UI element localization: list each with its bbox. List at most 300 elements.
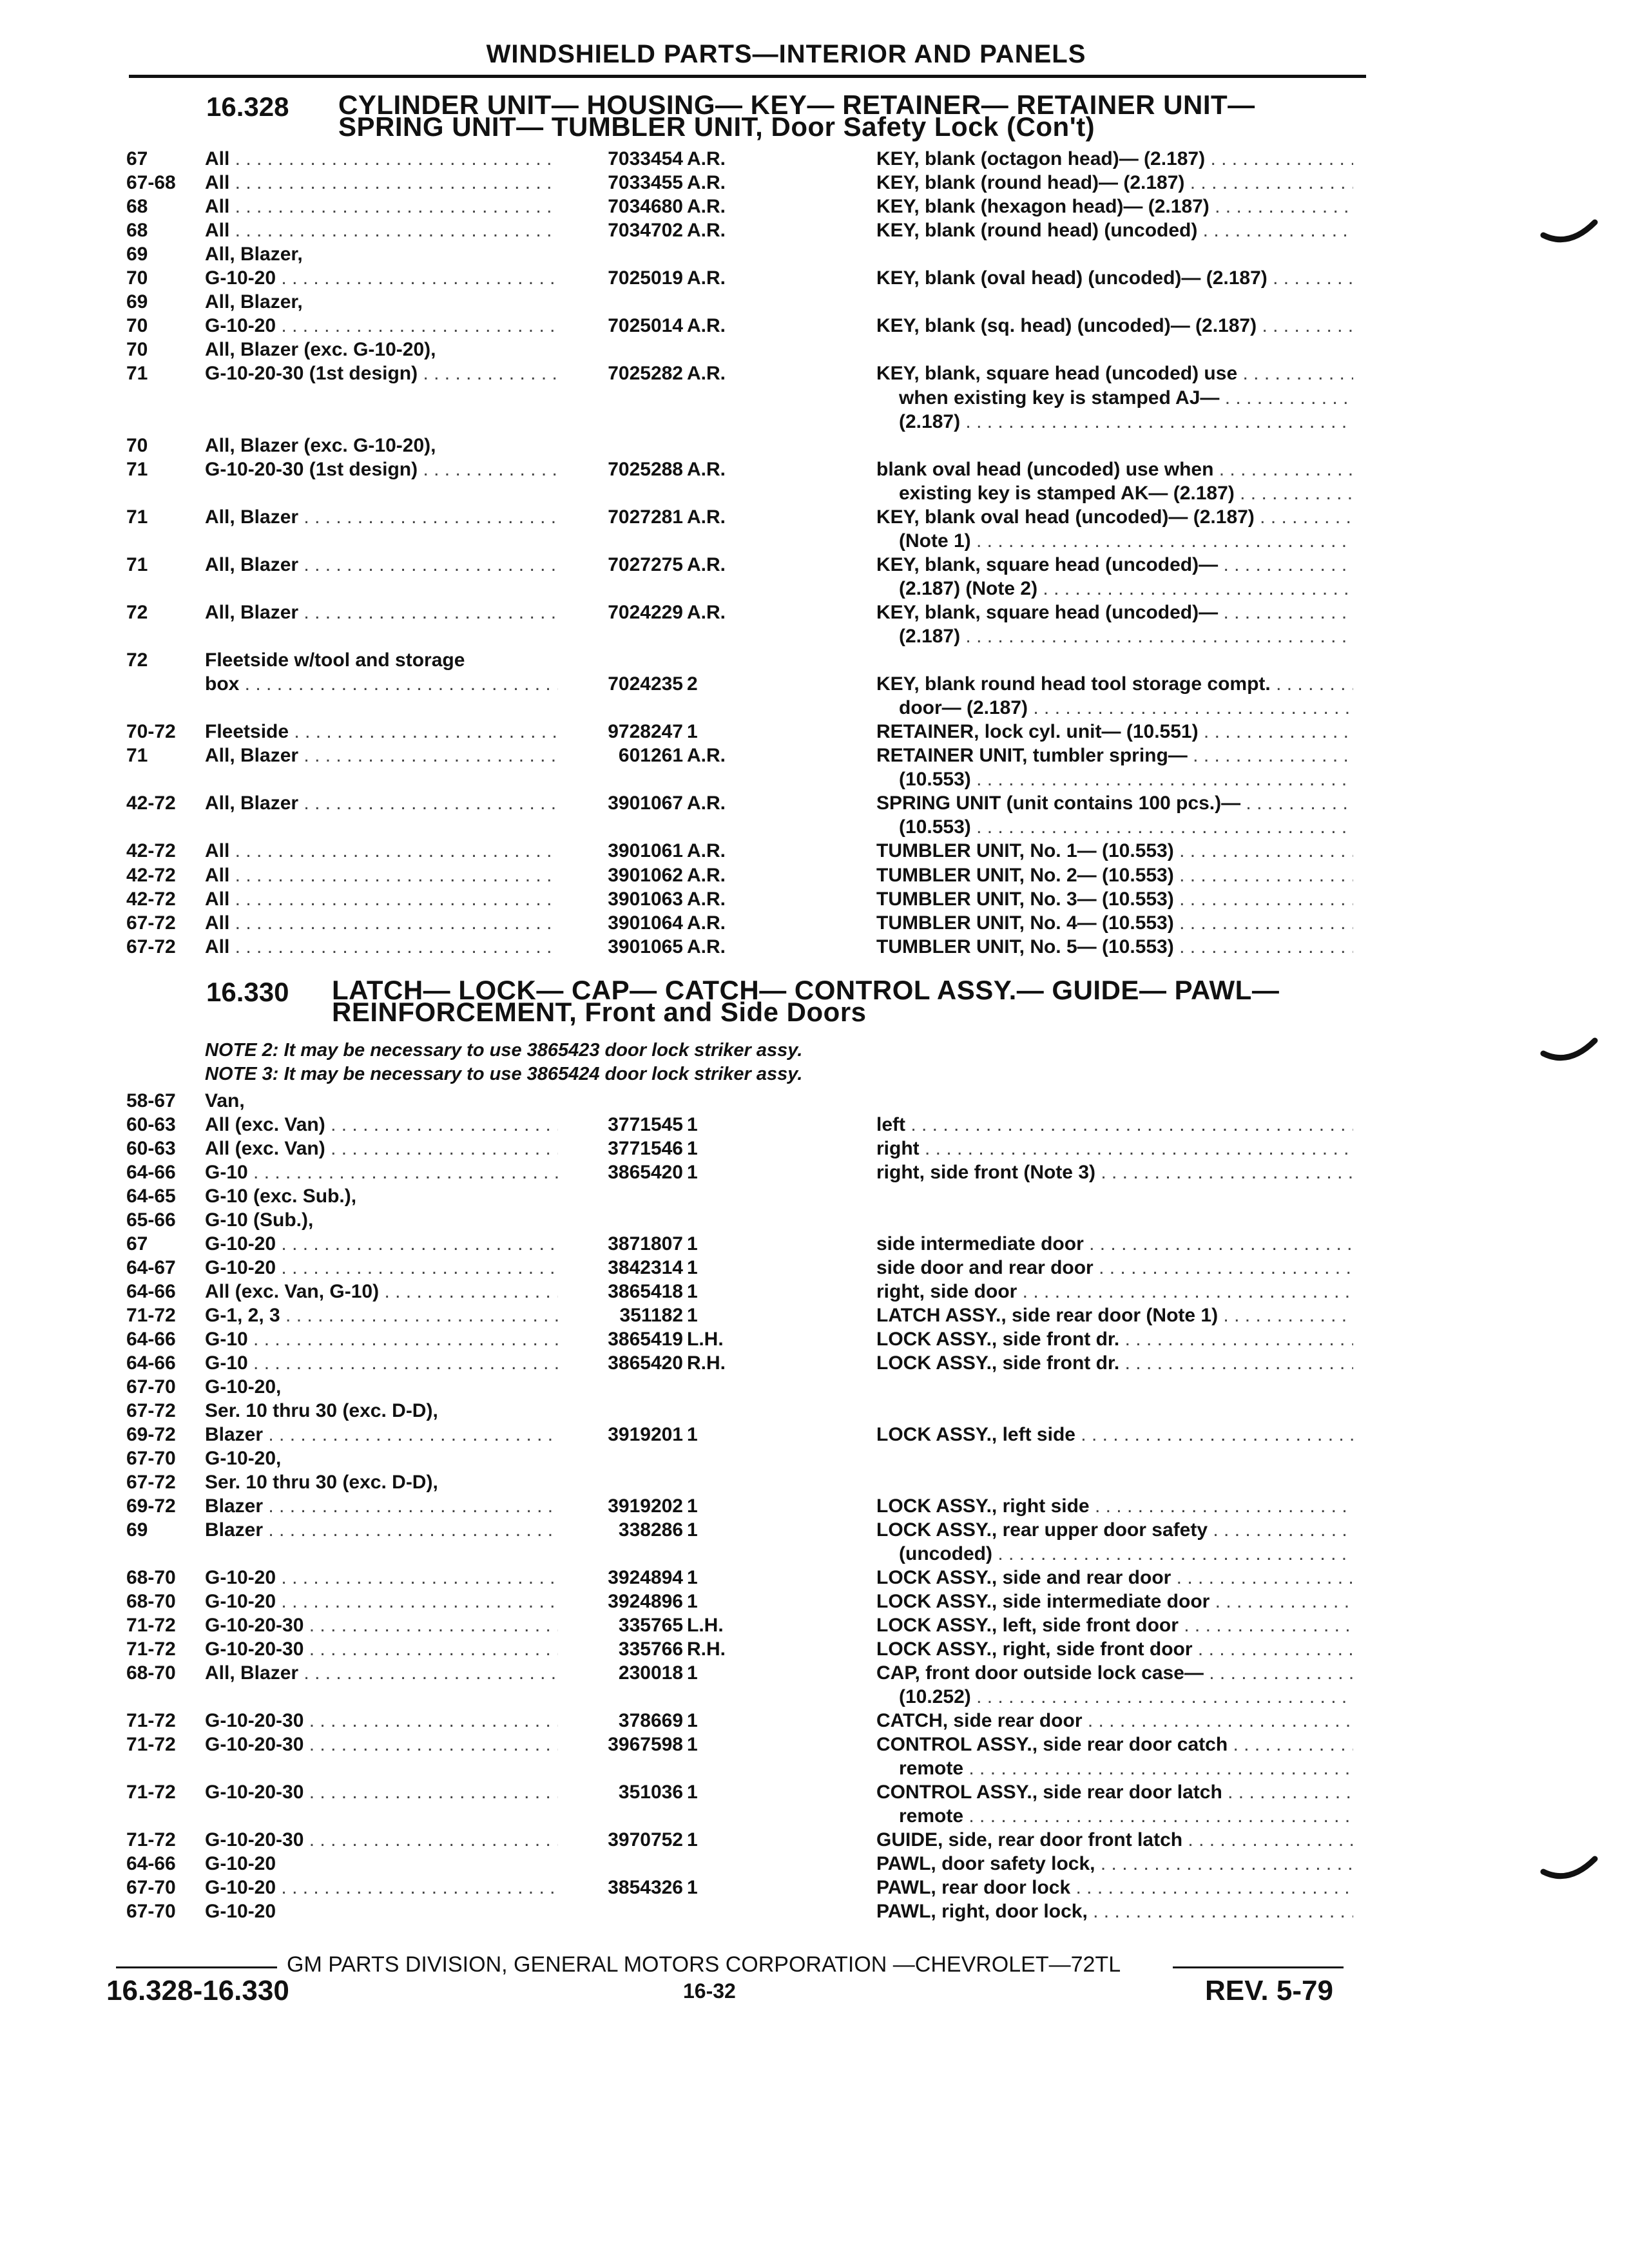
model-year: 71-72 xyxy=(126,1829,176,1850)
footer-section-range: 16.328-16.330 xyxy=(106,1975,289,2006)
model-year: 64-67 xyxy=(126,1257,176,1278)
table-row xyxy=(0,434,1629,457)
part-number: 3771546 xyxy=(608,1138,683,1159)
model-year: 71 xyxy=(126,458,148,480)
model-name: G-10-20-30 . . . xyxy=(205,1780,558,1804)
part-description: KEY, blank, square head (uncoded) use . . . xyxy=(876,361,1353,385)
table-row xyxy=(0,361,1629,385)
quantity: A.R. xyxy=(687,458,726,480)
model-name: All, Blazer (exc. G-10-20), xyxy=(205,339,436,361)
part-number: 351036 xyxy=(618,1782,683,1803)
part-description: remote . . . xyxy=(899,1804,1353,1828)
table-row xyxy=(0,195,1629,218)
part-number: 335766 xyxy=(618,1639,683,1660)
part-number: 3924894 xyxy=(608,1567,683,1588)
table-row xyxy=(0,1160,1629,1184)
model-name: All, Blazer, xyxy=(205,291,303,313)
table-row xyxy=(0,601,1629,624)
table-row xyxy=(0,672,1629,696)
model-year: 64-66 xyxy=(126,1281,176,1302)
table-row xyxy=(0,386,1629,410)
part-description: KEY, blank (round head)— (2.187) . . . xyxy=(876,171,1353,195)
note-2: NOTE 2: It may be necessary to use 3865423 door lock striker assy. xyxy=(205,1040,803,1061)
model-name: All (exc. Van, G-10) . . . xyxy=(205,1280,558,1303)
model-name: box . . . xyxy=(205,672,558,696)
model-name: Blazer . . . xyxy=(205,1423,558,1446)
table-row xyxy=(0,935,1629,959)
section-title: CYLINDER UNIT— HOUSING— KEY— RETAINER— RETAINER UNIT— SPRING UNIT— TUMBLER UNIT, Door Safety Lock (Con't) xyxy=(338,90,1255,142)
model-year: 67-68 xyxy=(126,172,176,194)
table-row xyxy=(0,1256,1629,1280)
model-year: 60-63 xyxy=(126,1138,176,1159)
part-number: 3901064 xyxy=(608,912,683,934)
part-description: KEY, blank (oval head) (uncoded)— (2.187) . . . xyxy=(876,266,1353,290)
model-name: G-10-20, xyxy=(205,1448,282,1469)
quantity: 1 xyxy=(687,1114,698,1135)
part-description: CONTROL ASSY., side rear door latch . . . xyxy=(876,1780,1353,1804)
model-year: 71-72 xyxy=(126,1782,176,1803)
model-name: G-10-20 . . . xyxy=(205,1566,558,1590)
table-row xyxy=(0,1637,1629,1661)
table-row xyxy=(0,1756,1629,1780)
table-row xyxy=(0,1470,1629,1494)
table-row xyxy=(0,1804,1629,1828)
model-name: All . . . xyxy=(205,195,558,218)
part-number: 378669 xyxy=(618,1710,683,1731)
footer-rule-right xyxy=(1173,1966,1344,1968)
table-row xyxy=(0,1518,1629,1542)
model-year: 69 xyxy=(126,291,148,313)
table-row xyxy=(0,1303,1629,1327)
part-description: KEY, blank round head tool storage compt. . . . xyxy=(876,672,1353,696)
table-row xyxy=(0,1494,1629,1518)
model-name: All . . . xyxy=(205,839,558,863)
part-description: CONTROL ASSY., side rear door catch . . . xyxy=(876,1733,1353,1756)
part-description: left . . . xyxy=(876,1113,1353,1137)
model-name: All, Blazer . . . xyxy=(205,505,558,529)
part-number: 338286 xyxy=(618,1519,683,1541)
part-description: LOCK ASSY., rear upper door safety . . . xyxy=(876,1518,1353,1542)
model-year: 71-72 xyxy=(126,1305,176,1326)
part-number: 3865418 xyxy=(608,1281,683,1302)
model-name: G-10-20 xyxy=(205,1901,276,1922)
quantity: L.H. xyxy=(687,1615,724,1636)
table-row xyxy=(0,1113,1629,1137)
part-description: RETAINER, lock cyl. unit— (10.551) . . . xyxy=(876,720,1353,744)
part-description: door— (2.187) . . . xyxy=(899,696,1353,720)
part-description: TUMBLER UNIT, No. 2— (10.553) . . . xyxy=(876,863,1353,887)
model-name: Van, xyxy=(205,1090,245,1111)
model-year: 69-72 xyxy=(126,1424,176,1445)
model-name: G-10-20 . . . xyxy=(205,1256,558,1280)
table-row xyxy=(0,410,1629,434)
part-number: 3865420 xyxy=(608,1352,683,1374)
model-year: 67-72 xyxy=(126,1472,176,1493)
model-year: 68-70 xyxy=(126,1567,176,1588)
quantity: A.R. xyxy=(687,553,726,575)
model-year: 65-66 xyxy=(126,1209,176,1231)
model-year: 68-70 xyxy=(126,1662,176,1684)
table-row xyxy=(0,266,1629,290)
model-name: All . . . xyxy=(205,863,558,887)
table-row xyxy=(0,338,1629,361)
part-description: GUIDE, side, rear door front latch . . . xyxy=(876,1828,1353,1852)
part-description: RETAINER UNIT, tumbler spring— . . . xyxy=(876,744,1353,767)
table-row xyxy=(0,1089,1629,1113)
model-year: 67-70 xyxy=(126,1901,176,1922)
model-year: 68 xyxy=(126,196,148,218)
table-row xyxy=(0,1899,1629,1923)
model-year: 72 xyxy=(126,601,148,623)
part-number: 3924896 xyxy=(608,1591,683,1612)
model-year: 71-72 xyxy=(126,1615,176,1636)
part-description: (10.553) . . . xyxy=(899,815,1353,839)
part-description: TUMBLER UNIT, No. 4— (10.553) . . . xyxy=(876,911,1353,935)
model-year: 67 xyxy=(126,1233,148,1254)
quantity: A.R. xyxy=(687,793,726,814)
model-name: All, Blazer . . . xyxy=(205,601,558,624)
part-description: side intermediate door . . . xyxy=(876,1232,1353,1256)
part-number: 601261 xyxy=(618,745,683,767)
quantity: 1 xyxy=(687,1233,698,1254)
model-name: All, Blazer . . . xyxy=(205,1661,558,1685)
model-year: 70 xyxy=(126,434,148,456)
table-row xyxy=(0,1280,1629,1303)
part-number: 9728247 xyxy=(608,721,683,743)
model-name: Ser. 10 thru 30 (exc. D-D), xyxy=(205,1472,438,1493)
model-name: G-10 (Sub.), xyxy=(205,1209,314,1231)
part-description: (10.553) . . . xyxy=(899,767,1353,791)
part-description: PAWL, right, door lock, . . . xyxy=(876,1899,1353,1923)
part-number: 7025288 xyxy=(608,458,683,480)
table-row xyxy=(0,839,1629,863)
quantity: 1 xyxy=(687,721,698,743)
quantity: 1 xyxy=(687,1162,698,1183)
quantity: 1 xyxy=(687,1138,698,1159)
table-row xyxy=(0,1327,1629,1351)
model-year: 70 xyxy=(126,339,148,361)
part-number: 3865420 xyxy=(608,1162,683,1183)
quantity: A.R. xyxy=(687,840,726,862)
part-description: KEY, blank (round head) (uncoded) . . . xyxy=(876,218,1353,242)
part-number: 3865419 xyxy=(608,1329,683,1350)
table-row xyxy=(0,863,1629,887)
part-description: KEY, blank (octagon head)— (2.187) . . . xyxy=(876,147,1353,171)
table-row xyxy=(0,1733,1629,1756)
model-name: All, Blazer, xyxy=(205,244,303,265)
model-year: 71-72 xyxy=(126,1734,176,1755)
quantity: 1 xyxy=(687,1710,698,1731)
quantity: R.H. xyxy=(687,1639,726,1660)
model-name: All . . . xyxy=(205,218,558,242)
table-row xyxy=(0,1709,1629,1733)
quantity: A.R. xyxy=(687,315,726,337)
page-title: WINDSHIELD PARTS—INTERIOR AND PANELS xyxy=(486,40,1086,68)
part-number: 7027281 xyxy=(608,506,683,528)
quantity: A.R. xyxy=(687,220,726,242)
part-number: 3901067 xyxy=(608,793,683,814)
part-description: KEY, blank, square head (uncoded)— . . . xyxy=(876,553,1353,577)
part-description: KEY, blank (sq. head) (uncoded)— (2.187) . . . xyxy=(876,314,1353,338)
part-number: 3771545 xyxy=(608,1114,683,1135)
model-name: G-10-20 . . . xyxy=(205,1232,558,1256)
model-year: 42-72 xyxy=(126,888,176,910)
footer-division: GM PARTS DIVISION, GENERAL MOTORS CORPORATION —CHEVROLET—72TL xyxy=(287,1952,1121,1977)
table-row xyxy=(0,1613,1629,1637)
model-name: All . . . xyxy=(205,911,558,935)
part-description: KEY, blank oval head (uncoded)— (2.187) . . . xyxy=(876,505,1353,529)
model-name: G-10-20-30 . . . xyxy=(205,1828,558,1852)
table-row xyxy=(0,529,1629,553)
table-row xyxy=(0,577,1629,601)
quantity: 1 xyxy=(687,1424,698,1445)
quantity: 1 xyxy=(687,1281,698,1302)
model-year: 68 xyxy=(126,220,148,242)
model-year: 70-72 xyxy=(126,721,176,743)
part-description: SPRING UNIT (unit contains 100 pcs.)— . . . xyxy=(876,791,1353,815)
model-year: 60-63 xyxy=(126,1114,176,1135)
model-year: 67-72 xyxy=(126,936,176,957)
part-description: existing key is stamped AK— (2.187) . . . xyxy=(899,481,1353,505)
table-row xyxy=(0,1566,1629,1590)
table-row xyxy=(0,1661,1629,1685)
model-name: G-10-20 . . . xyxy=(205,266,558,290)
part-description: PAWL, door safety lock, . . . xyxy=(876,1852,1353,1876)
table-row xyxy=(0,147,1629,171)
quantity: A.R. xyxy=(687,196,726,218)
part-description: LOCK ASSY., left side . . . xyxy=(876,1423,1353,1446)
table-row xyxy=(0,1852,1629,1876)
part-description: remote . . . xyxy=(899,1756,1353,1780)
part-description: LOCK ASSY., left, side front door . . . xyxy=(876,1613,1353,1637)
quantity: L.H. xyxy=(687,1329,724,1350)
model-name: G-10-20-30 (1st design) . . . xyxy=(205,361,558,385)
model-name: G-10-20 xyxy=(205,1853,276,1874)
quantity: 1 xyxy=(687,1257,698,1278)
model-name: G-10-20, xyxy=(205,1376,282,1398)
model-year: 71 xyxy=(126,363,148,385)
model-year: 58-67 xyxy=(126,1090,176,1111)
model-year: 69-72 xyxy=(126,1495,176,1517)
part-number: 3970752 xyxy=(608,1829,683,1850)
table-row xyxy=(0,744,1629,767)
model-name: G-10 (exc. Sub.), xyxy=(205,1186,357,1207)
model-year: 72 xyxy=(126,649,148,671)
model-name: G-10-20-30 . . . xyxy=(205,1709,558,1733)
part-description: LOCK ASSY., side intermediate door . . . xyxy=(876,1590,1353,1613)
header-rule xyxy=(129,75,1366,78)
quantity: 1 xyxy=(687,1829,698,1850)
part-number: 7034680 xyxy=(608,196,683,218)
table-row xyxy=(0,624,1629,648)
part-number: 7034702 xyxy=(608,220,683,242)
part-number: 7033455 xyxy=(608,172,683,194)
model-year: 67-70 xyxy=(126,1877,176,1898)
binding-hole-mark xyxy=(1540,1031,1598,1070)
model-year: 69 xyxy=(126,1519,148,1541)
table-row xyxy=(0,767,1629,791)
quantity: 1 xyxy=(687,1877,698,1898)
part-description: CATCH, side rear door . . . xyxy=(876,1709,1353,1733)
model-name: G-10-20 . . . xyxy=(205,1876,558,1899)
model-year: 67-72 xyxy=(126,912,176,934)
model-name: G-10 . . . xyxy=(205,1351,558,1375)
table-row xyxy=(0,1685,1629,1709)
part-number: 3901063 xyxy=(608,888,683,910)
table-row xyxy=(0,314,1629,338)
part-description: right, side front (Note 3) . . . xyxy=(876,1160,1353,1184)
model-year: 71 xyxy=(126,553,148,575)
part-description: (Note 1) . . . xyxy=(899,529,1353,553)
table-row xyxy=(0,1184,1629,1208)
quantity: A.R. xyxy=(687,148,726,169)
table-row xyxy=(0,1780,1629,1804)
model-year: 42-72 xyxy=(126,793,176,814)
model-year: 71-72 xyxy=(126,1710,176,1731)
model-year: 64-66 xyxy=(126,1853,176,1874)
model-name: All, Blazer . . . xyxy=(205,553,558,577)
model-name: G-1, 2, 3 . . . xyxy=(205,1303,558,1327)
part-number: 3871807 xyxy=(608,1233,683,1254)
part-number: 7025014 xyxy=(608,315,683,337)
table-row xyxy=(0,1399,1629,1423)
quantity: 1 xyxy=(687,1519,698,1541)
part-description: TUMBLER UNIT, No. 1— (10.553) . . . xyxy=(876,839,1353,863)
model-year: 64-65 xyxy=(126,1186,176,1207)
quantity: A.R. xyxy=(687,601,726,623)
part-description: LATCH ASSY., side rear door (Note 1) . . . xyxy=(876,1303,1353,1327)
table-row xyxy=(0,290,1629,314)
part-description: blank oval head (uncoded) use when . . . xyxy=(876,457,1353,481)
part-description: KEY, blank, square head (uncoded)— . . . xyxy=(876,601,1353,624)
quantity: A.R. xyxy=(687,936,726,957)
part-description: LOCK ASSY., side front dr. . . . xyxy=(876,1351,1353,1375)
part-number: 3919201 xyxy=(608,1424,683,1445)
model-year: 67-72 xyxy=(126,1400,176,1421)
part-number: 3901065 xyxy=(608,936,683,957)
part-description: side door and rear door . . . xyxy=(876,1256,1353,1280)
part-number: 3854326 xyxy=(608,1877,683,1898)
quantity: A.R. xyxy=(687,172,726,194)
part-number: 3967598 xyxy=(608,1734,683,1755)
table-row xyxy=(0,696,1629,720)
quantity: 1 xyxy=(687,1782,698,1803)
model-year: 67 xyxy=(126,148,148,169)
model-year: 71 xyxy=(126,506,148,528)
part-description: LOCK ASSY., right side . . . xyxy=(876,1494,1353,1518)
quantity: 1 xyxy=(687,1495,698,1517)
section-title: LATCH— LOCK— CAP— CATCH— CONTROL ASSY.— GUIDE— PAWL— REINFORCEMENT, Front and Side Doors xyxy=(332,975,1280,1027)
model-name: All, Blazer . . . xyxy=(205,791,558,815)
table-row xyxy=(0,887,1629,911)
part-description: when existing key is stamped AJ— . . . xyxy=(899,386,1353,410)
quantity: A.R. xyxy=(687,267,726,289)
section-number: 16.328 xyxy=(206,91,289,122)
model-year: 64-66 xyxy=(126,1329,176,1350)
table-row xyxy=(0,1137,1629,1160)
model-name: All . . . xyxy=(205,887,558,911)
table-row xyxy=(0,1232,1629,1256)
model-year: 67-70 xyxy=(126,1376,176,1398)
model-name: G-10-20-30 . . . xyxy=(205,1733,558,1756)
table-row xyxy=(0,553,1629,577)
quantity: R.H. xyxy=(687,1352,726,1374)
part-number: 7027275 xyxy=(608,553,683,575)
model-name: G-10-20-30 . . . xyxy=(205,1613,558,1637)
part-number: 7025282 xyxy=(608,363,683,385)
table-row xyxy=(0,505,1629,529)
model-year: 67-70 xyxy=(126,1448,176,1469)
model-year: 71-72 xyxy=(126,1639,176,1660)
model-name: All . . . xyxy=(205,171,558,195)
model-year: 70 xyxy=(126,267,148,289)
model-name: All . . . xyxy=(205,935,558,959)
model-name: G-10 . . . xyxy=(205,1160,558,1184)
model-name: G-10-20 . . . xyxy=(205,314,558,338)
part-number: 3901062 xyxy=(608,864,683,886)
table-row xyxy=(0,481,1629,505)
quantity: A.R. xyxy=(687,888,726,910)
model-year: 71 xyxy=(126,745,148,767)
part-description: TUMBLER UNIT, No. 3— (10.553) . . . xyxy=(876,887,1353,911)
model-year: 69 xyxy=(126,244,148,265)
table-row xyxy=(0,457,1629,481)
table-row xyxy=(0,911,1629,935)
model-year: 68-70 xyxy=(126,1591,176,1612)
table-row xyxy=(0,815,1629,839)
table-row xyxy=(0,720,1629,744)
table-row xyxy=(0,171,1629,195)
model-name: All (exc. Van) . . . xyxy=(205,1137,558,1160)
model-name: All, Blazer . . . xyxy=(205,744,558,767)
table-row xyxy=(0,791,1629,815)
part-number: 3919202 xyxy=(608,1495,683,1517)
quantity: A.R. xyxy=(687,363,726,385)
part-description: (2.187) (Note 2) . . . xyxy=(899,577,1353,601)
footer-page-number: 16-32 xyxy=(683,1979,736,2003)
part-description: right . . . xyxy=(876,1137,1353,1160)
model-name: G-10-20-30 . . . xyxy=(205,1637,558,1661)
part-number: 7025019 xyxy=(608,267,683,289)
binding-hole-mark xyxy=(1540,213,1598,251)
part-description: LOCK ASSY., right, side front door . . . xyxy=(876,1637,1353,1661)
table-row xyxy=(0,1351,1629,1375)
table-row xyxy=(0,1423,1629,1446)
model-name: Fleetside . . . xyxy=(205,720,558,744)
table-row xyxy=(0,218,1629,242)
model-name: All, Blazer (exc. G-10-20), xyxy=(205,434,436,456)
table-row xyxy=(0,1876,1629,1899)
quantity: 1 xyxy=(687,1567,698,1588)
part-number: 230018 xyxy=(618,1662,683,1684)
model-year: 64-66 xyxy=(126,1162,176,1183)
part-number: 7024235 xyxy=(608,673,683,695)
model-name: G-10-20-30 (1st design) . . . xyxy=(205,457,558,481)
table-row xyxy=(0,648,1629,672)
part-number: 3842314 xyxy=(608,1257,683,1278)
model-name: All (exc. Van) . . . xyxy=(205,1113,558,1137)
model-name: Blazer . . . xyxy=(205,1494,558,1518)
quantity: 1 xyxy=(687,1591,698,1612)
model-year: 64-66 xyxy=(126,1352,176,1374)
part-description: LOCK ASSY., side and rear door . . . xyxy=(876,1566,1353,1590)
part-description: (10.252) . . . xyxy=(899,1685,1353,1709)
table-row xyxy=(0,1208,1629,1232)
part-description: PAWL, rear door lock . . . xyxy=(876,1876,1353,1899)
quantity: 1 xyxy=(687,1305,698,1326)
quantity: 1 xyxy=(687,1662,698,1684)
model-name: Blazer . . . xyxy=(205,1518,558,1542)
